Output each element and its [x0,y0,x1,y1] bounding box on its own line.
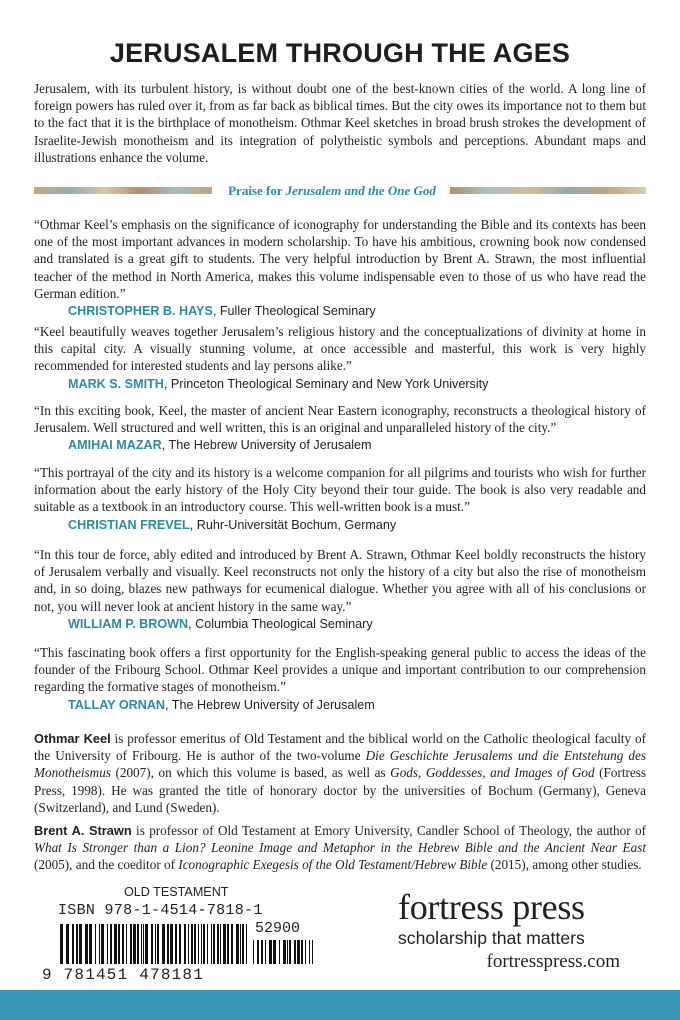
endorsement-text: “In this tour de force, ably edited and introduced by Brent A. Strawn, Othmar Keel boldly reconstructs the history of Jerusalem verbally and visually. Keel reconstructs not only the history of a city but also the rise of monotheism and, in so doing, blazes new pathways for ecumenical dialogue. Whether you agree with all of his conclusions or not, you will never look at ancient history in the same way.” [34,547,646,614]
bio-text: (2007), on which this volume is based, as well as [110,765,391,781]
praise-heading [214,183,450,199]
barcode-bar [203,924,205,964]
endorser-affiliation: , Ruhr-Universität Bochum, Germany [189,517,397,532]
publisher-name: fortress press [398,887,585,927]
publisher-tagline: scholarship that matters [398,928,585,948]
subject-category: OLD TESTAMENT [124,885,229,899]
endorsement [34,216,646,320]
bio-text: is professor of Old Testament at Emory University, Candler School of Theology, the author of [131,823,646,838]
isbn-label: ISBN 978-1-4514-7818-1 [58,902,263,919]
barcode-bar [220,924,221,964]
barcode-bar [137,924,139,964]
price-code: 52900 [255,920,301,937]
barcode-bar [297,940,300,964]
praise-heading-book: Jerusalem and the One God [285,183,436,198]
author-name: Othmar Keel [34,731,111,746]
barcode-bar [213,924,215,964]
barcode-bar [240,924,241,964]
endorser-affiliation: , The Hebrew University of Jerusalem [161,438,372,453]
endorsement-text: “Keel beautifully weaves together Jerusalem’s religious history and the conceptualizations of divinity at home in this capital city. A visually stunning volume, at once accessible and masterful, this work is very highly recommended for interested students and lay persons alike.” [34,324,646,374]
barcode-bar [273,940,276,964]
endorsement [34,402,646,455]
barcode-bar [143,924,144,964]
barcode-bar [191,924,193,964]
barcode-bar [253,940,254,964]
book-description: Jerusalem, with its turbulent history, is without doubt one of the best-known cities of the world. A long line of foreign powers has ruled over it, from as far back as biblical times. But the city owes its importance not to them but to the fact that it is the birthplace of monotheism. Othmar Keel sketches in broad brush strokes the development of Israelite-Jewish monotheism and its integration of polytheistic symbols and perceptions. Abundant maps and illustrations enhance the volume. [34,81,646,165]
endorser-name: AMIHAI MAZAR [68,438,162,453]
barcode-bar [227,924,229,964]
barcode-bar [141,924,142,964]
bio-book-title: What Is Stronger than a Lion? Leonine Image and Metaphor in the Hebrew Bible and the Ancient Near East [34,840,646,856]
barcode-bar [283,940,286,964]
praise-heading-prefix: Praise for [228,183,283,198]
bio-book-title: Die Geschichte Jerusalems und die Entstehung des Monotheismus [34,748,646,781]
barcode-bar [175,924,177,964]
endorsement-attribution [68,616,646,633]
barcode-bar [60,924,63,964]
author-bio-strawn [34,822,646,874]
barcode-bar [114,924,117,964]
barcode-bar [155,924,156,964]
bio-text: (Fortress Press, 1998). He was granted the title of honorary doctor by the universities of Bochum (Germany), Geneva (Switzerland), and Lund (Sweden). [34,765,646,815]
bio-book-title: Iconographic Exegesis of the Old Testament/Hebrew Bible [178,857,488,873]
endorsement-text: “This portrayal of the city and its history is a welcome companion for all pilgrims and tourists who wish for further information about the early history of the Holy City beyond their tour guide. The book is also very readable and suitable as a textbook in an introductory course. This well-written book is a must.” [34,465,646,515]
barcode-bar [85,924,88,964]
barcode-bar [79,924,82,964]
barcode-bar [89,924,92,964]
decorative-strip-left [34,187,212,194]
barcode-bar [201,924,202,964]
barcode-bar [179,924,181,964]
endorser-name: WILLIAM P. BROWN [68,616,189,631]
barcode-bar [167,924,169,964]
author-bio-keel [34,730,646,816]
publisher-block [398,888,638,973]
price-barcode [253,940,313,964]
endorser-affiliation: , Columbia Theological Seminary [188,616,373,631]
cover-title: JERUSALEM THROUGH THE AGES [109,38,571,68]
endorser-name: TALLAY ORNAN [68,697,166,712]
endorsement-text: “This fascinating book offers a first opportunity for the English-speaking general public to access the ideas of the founder of the Fribourg School. Othmar Keel provides a unique and important contribution to our comprehension regarding the formative stages of monotheism.” [34,645,646,695]
publisher-url: fortresspress.com [486,951,620,972]
endorser-affiliation: , The Hebrew University of Jerusalem [165,697,375,712]
bio-book-title: Gods, Goddesses, and Images of God [390,765,595,781]
endorsement-text: “Othmar Keel’s emphasis on the significance of iconography for understanding the Bible and its contexts has been one of the most important advances in modern scholarship. To have his ambitious, crowning book now condensed and translated is a great gift to students. The very helpful introduction by Brent A. Strawn, the most influential teacher of the method in North America, makes this volume indispensable even to those of us who have read the German edition.” [34,217,646,301]
barcode-bar [312,940,313,964]
author-name: Brent A. Strawn [34,823,132,838]
barcode-bar [133,924,136,964]
barcode-bar [101,924,104,964]
barcode-bar [242,924,244,964]
bio-text: is professor emeritus of Old Testament and the biblical world on the Catholic theological faculty of the University of Fribourg. He is author of the two-volume [34,731,646,764]
barcode-bar [151,924,153,964]
barcode-bar [269,940,272,964]
barcode-bar [162,924,165,964]
barcode-bar [261,940,263,964]
barcode-bar [126,924,127,964]
barcode-bar [309,940,310,964]
endorsement [34,323,646,393]
endorser-affiliation: , Princeton Theological Seminary and New York University [163,376,489,391]
barcode-bar [188,924,189,964]
barcode-bar [107,924,108,964]
barcode-bar [72,924,74,964]
barcode-bar [265,940,266,964]
barcode-bar [184,924,186,964]
barcode-bar [207,924,208,964]
endorser-affiliation: , Fuller Theological Seminary [212,304,376,319]
barcode-bar [246,924,247,964]
endorsement [34,644,646,714]
endorsement-attribution [68,437,646,454]
endorsement-attribution [68,303,646,320]
barcode-bar [118,924,120,964]
barcode-bar [289,940,291,964]
endorser-name: CHRISTOPHER B. HAYS [68,304,213,319]
barcode-bar [110,924,112,964]
endorser-name: CHRISTIAN FREVEL [68,517,190,532]
endorser-name: MARK S. SMITH [68,376,164,391]
barcode-bar [211,924,212,964]
isbn-barcode [60,924,247,964]
decorative-strip-right [450,187,646,194]
barcode-bar [301,940,303,964]
endorsement [34,546,646,633]
barcode-bar [194,924,196,964]
endorsement-attribution [68,376,646,393]
barcode-bar [223,924,226,964]
barcode-bar [294,940,296,964]
barcode-bar [236,924,239,964]
barcode-bar [145,924,148,964]
barcode-bar [217,924,219,964]
barcode-bar [95,924,96,964]
endorsement-text: “In this exciting book, Keel, the master of ancient Near Eastern iconography, reconstructs a theological history of Jerusalem. Well structured and well written, this is an original and unparalleled history of the city.” [34,403,646,436]
barcode-bar [257,940,259,964]
bottom-color-band [0,990,680,1020]
barcode-bar [170,924,173,964]
barcode-bar [305,940,306,964]
bio-text: (2005), and the coeditor of [34,857,179,873]
bio-text: (2015), among other studies. [487,857,642,873]
barcode-bar [130,924,132,964]
endorsement-attribution [68,697,646,714]
barcode-bar [122,924,124,964]
endorsement [34,464,646,534]
ean-digits: 9 781451 478181 [42,966,205,984]
endorsement-attribution [68,517,646,534]
barcode-bar [76,924,78,964]
praise-heading-bar [34,184,646,198]
barcode-bar [287,940,288,964]
barcode-bar [279,940,280,964]
barcode-bar [66,924,69,964]
barcode-bar [99,924,100,964]
barcode-bar [231,924,233,964]
barcode-bar [198,924,199,964]
barcode-bar [157,924,159,964]
